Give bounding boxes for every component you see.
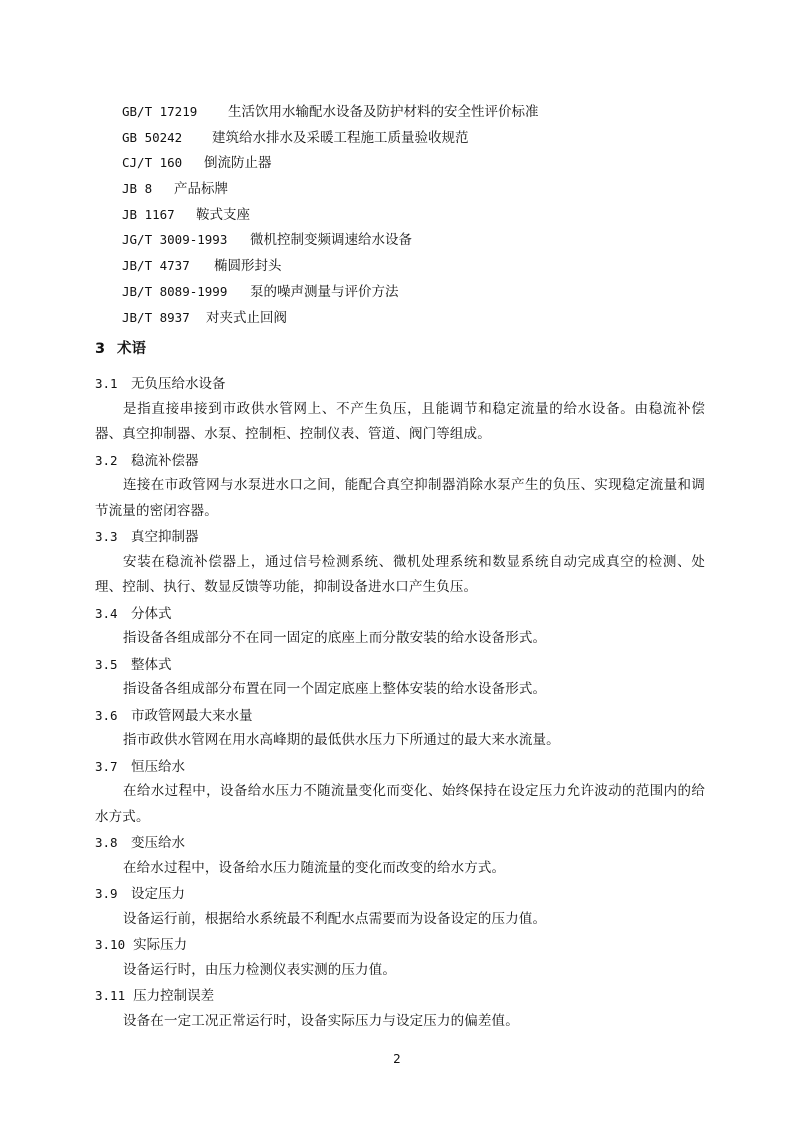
term-entry	[95, 830, 705, 881]
term-name: 实际压力	[133, 937, 188, 953]
list-item	[122, 176, 722, 202]
term-definition: 设备运行时，由压力检测仪表实测的压力值。	[123, 961, 396, 978]
standard-title: 椭圆形封头	[214, 258, 282, 275]
term-entry	[95, 932, 705, 983]
list-item	[122, 202, 722, 228]
standard-title: 建筑给水排水及采暖工程施工质量验收规范	[212, 129, 469, 146]
standard-title: 微机控制变频调速给水设备	[250, 232, 412, 249]
term-entry	[95, 703, 705, 754]
standard-title: 倒流防止器	[204, 155, 272, 172]
term-entry	[95, 754, 705, 831]
term-entry	[95, 448, 705, 525]
term-name: 稳流补偿器	[131, 452, 199, 469]
list-item	[122, 125, 722, 151]
page-number: 2	[393, 1052, 401, 1066]
standard-code: CJ/T 160	[122, 155, 183, 171]
term-name: 整体式	[131, 656, 172, 673]
term-number: 3.3	[95, 529, 118, 544]
standard-code: GB 50242	[122, 129, 183, 145]
standard-title: 鞍式支座	[196, 206, 250, 223]
term-entry	[95, 371, 705, 448]
list-item	[122, 253, 722, 279]
term-number: 3.4	[95, 605, 118, 621]
list-item	[122, 227, 722, 253]
term-name: 无负压给水设备	[131, 376, 226, 392]
term-definition: 是指直接串接到市政供水管网上、不产生负压，且能调节和稳定流量的给水设备。由稳流补偿器、真空抑制器、水泵、控制柜、控制仪表、管道、阀门等组成。	[95, 400, 705, 442]
standard-title: 对夹式止回阀	[206, 309, 287, 326]
standard-title: 生活饮用水输配水设备及防护材料的安全性评价标准	[228, 104, 539, 120]
standard-title: 泵的噪声测量与评价方法	[250, 283, 399, 300]
term-entry	[95, 983, 705, 1034]
term-number: 3.6	[95, 707, 118, 723]
section-number: 3	[95, 341, 106, 357]
term-number: 3.10	[95, 937, 126, 952]
term-definition: 在给水过程中，设备给水压力不随流量变化而变化、始终保持在设定压力允许波动的范围内的给水方式。	[95, 783, 705, 825]
term-definition: 指设备各组成部分不在同一固定的底座上而分散安装的给水设备形式。	[123, 630, 547, 646]
standard-code: JB/T 8937	[122, 309, 190, 325]
standard-code: JB/T 8089-1999	[122, 283, 228, 299]
standard-code: JB/T 4737	[122, 258, 190, 274]
section-heading	[95, 338, 146, 360]
term-definition: 安装在稳流补偿器上，通过信号检测系统、微机处理系统和数显系统自动完成真空的检测、处理、控制、执行、数显反馈等功能，抑制设备进水口产生负压。	[95, 553, 705, 595]
list-item	[122, 99, 722, 125]
term-number: 3.1	[95, 376, 118, 391]
term-definition: 指设备各组成部分布置在同一个固定底座上整体安装的给水设备形式。	[123, 681, 547, 697]
term-definition: 设备运行前，根据给水系统最不利配水点需要而为设备设定的压力值。	[123, 910, 547, 927]
term-name: 分体式	[131, 605, 172, 622]
list-item	[122, 150, 722, 176]
list-item	[122, 305, 722, 331]
term-number: 3.5	[95, 656, 118, 672]
term-number: 3.11	[95, 988, 126, 1003]
terms-list	[95, 371, 705, 1034]
normative-references-list	[122, 99, 722, 330]
term-number: 3.9	[95, 886, 118, 901]
term-number: 3.2	[95, 452, 118, 468]
standard-code: JB 1167	[122, 206, 175, 222]
standard-title: 产品标牌	[174, 181, 228, 198]
term-number: 3.8	[95, 835, 118, 850]
standard-code: JB 8	[122, 181, 153, 197]
term-name: 设定压力	[131, 886, 185, 902]
term-entry	[95, 881, 705, 932]
term-definition: 在给水过程中，设备给水压力随流量的变化而改变的给水方式。	[123, 859, 506, 876]
term-number: 3.7	[95, 758, 118, 774]
term-definition: 指市政供水管网在用水高峰期的最低供水压力下所通过的最大来水流量。	[123, 732, 560, 748]
term-name: 压力控制误差	[133, 988, 215, 1004]
term-name: 变压给水	[131, 835, 185, 851]
term-name: 真空抑制器	[131, 529, 199, 545]
term-name: 恒压给水	[131, 758, 185, 775]
standard-code: JG/T 3009-1993	[122, 232, 228, 248]
section-title: 术语	[117, 341, 146, 357]
standard-code: GB/T 17219	[122, 104, 198, 119]
term-name: 市政管网最大来水量	[131, 707, 253, 724]
term-entry	[95, 601, 705, 652]
term-definition: 设备在一定工况正常运行时，设备实际压力与设定压力的偏差值。	[123, 1012, 519, 1029]
term-definition: 连接在市政管网与水泵进水口之间，能配合真空抑制器消除水泵产生的负压、实现稳定流量和调节流量的密闭容器。	[95, 477, 705, 519]
list-item	[122, 279, 722, 305]
term-entry	[95, 524, 705, 601]
term-entry	[95, 652, 705, 703]
